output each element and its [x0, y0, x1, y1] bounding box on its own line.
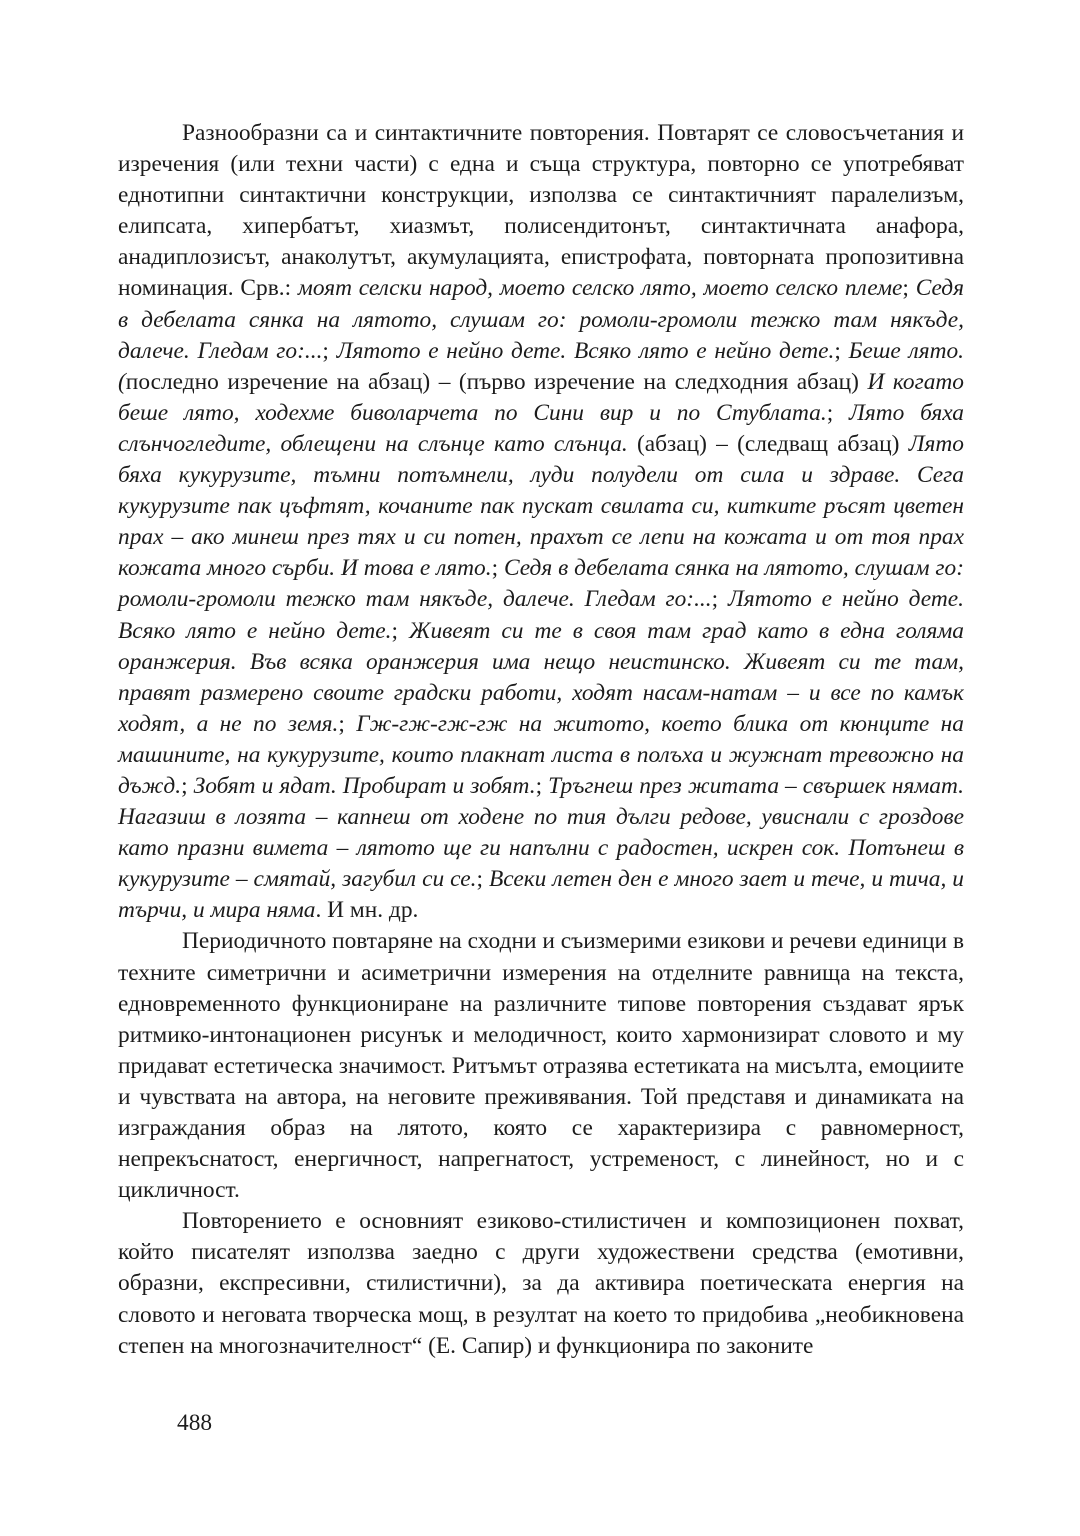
text-segment: Разнообразни са и синтактичните повторения. Повтарят се словосъчетания и изречения (или техни части) с една и съща структура, повторно се употребяват еднотипни синтактични конструкции, използва се синтактичният паралелизъм, елипсата, хипербатът, хиазмът, полисендитонът, синтактичната анафора, анадиплозисът, анаколутът, акумулацията, епистрофата, повторната пропозитивна номинация. Срв.: [118, 120, 964, 302]
italic-quote-segment: И когато беше лято, ходехме биволарчета по Сини вир и по Стублата. [118, 368, 964, 426]
italic-quote-segment: Седя в дебелата сянка на лятото, слушам го: ромоли-громоли тежко там някъде, далече. Гледам го:... [118, 555, 964, 613]
text-segment: ; [535, 772, 549, 799]
italic-quote-segment: Лято бяха слънчогледите, облещени на слънце като слънца. [118, 399, 964, 457]
paragraph-syntactic-repetitions [118, 118, 964, 926]
italic-quote-segment: Зобят и ядат. Пробират и зобят. [193, 772, 536, 799]
text-segment: ; [476, 866, 489, 893]
text-segment: ; [338, 710, 357, 737]
text-segment: Повторението е основният езиково-стилистичен и композиционен похват, който писателят използва заедно с други художествени средства (емотивни, образни, експресивни, стилистични), за да активира поетическата енергия на словото и неговата творческа мощ, в резултат на което то придобива „необикновена степен на многозначителност“ (Е. Сапир) и функционира по законите [118, 1208, 964, 1359]
text-segment: ; [711, 586, 728, 613]
text-segment: ; [826, 399, 850, 426]
paragraph-periodic-repetition [118, 926, 964, 1206]
italic-quote-segment: Лято бяха кукурузите, тъмни потъмнели, луди полудели от сила и здраве. Сега кукурузите пак цъфтят, кочаните пак пускат свилата си, китките ръсят цветен прах – ако минеш през тях и си потен, прахът се лепи на кожата и от тоя прах кожата много сърби. И това е лято. [118, 430, 964, 582]
text-segment: ; [391, 617, 410, 644]
italic-quote-segment: Тръгнеш през житата – свършек нямат. Нагазиш в лозята – капнеш от ходене по тия дълги редове, увиснали с гроздове като празни вимета – лятото ще ги напълни с радостен, искрен сок. Потънеш в кукурузите – смятай, загубил си се. [118, 772, 964, 893]
text-segment: последно изречение на абзац) – (първо изречение на следходния абзац) [125, 368, 868, 395]
text-segment: ; [491, 555, 504, 582]
italic-quote-segment: Лятото е нейно дете. Всяко лято е нейно дете. [336, 337, 835, 364]
paragraph-repetition-device [118, 1206, 964, 1361]
italic-quote-segment: Гж-гж-гж-гж на житото, което блика от кюнците на машините, на кукурузите, които плакнат листа в полъха и жужнат тревожно на дъжд. [118, 710, 964, 799]
text-segment: (абзац) – (следващ абзац) [627, 430, 909, 457]
page-body [118, 118, 964, 1362]
italic-quote-segment: Беше лято. ( [118, 337, 964, 395]
italic-quote-segment: Лятото е нейно дете. Всяко лято е нейно дете. [118, 586, 964, 644]
page-number: 488 [177, 1410, 213, 1436]
italic-quote-segment: Всеки летен ден е много зает и тече, и тича, и търчи, и мира няма [118, 866, 964, 924]
text-segment: Периодичното повтаряне на сходни и съизмерими езикови и речеви единици в техните симетрични и асиметрични измерения на отделните равнища на текста, едновременното функциониране на различните типове повторения създават ярък ритмико-интонационен рисунък и мелодичност, които хармонизират словото и му придават естетическа значимост. Ритъмът отразява естетиката на мисълта, емоциите и чувствата на автора, на неговите преживявания. Той представя и динамиката на изграждания образ на лятото, която се характеризира с равномерност, непрекъснатост, енергичност, напрегнатост, устременост, с линейност, но и с цикличност. [118, 928, 964, 1204]
text-segment: . И мн. др. [315, 897, 419, 924]
text-segment: ; [322, 337, 337, 364]
italic-quote-segment: моят селски народ, моето селско лято, моето селско племе [297, 275, 903, 302]
italic-quote-segment: Живеят си те в своя там град като в една голяма оранжерия. Във всяка оранжерия има нещо неистинско. Живеят си те там, правят размерено своите градски работи, ходят насам-натам – и все по камък ходят, а не по земя. [118, 617, 964, 737]
text-segment: ; [834, 337, 849, 364]
text-segment: ; [181, 772, 194, 799]
text-segment: ; [902, 275, 916, 302]
italic-quote-segment: Седя в дебелата сянка на лятото, слушам го: ромоли-громоли тежко там някъде, далече. Гледам го:... [118, 275, 964, 364]
